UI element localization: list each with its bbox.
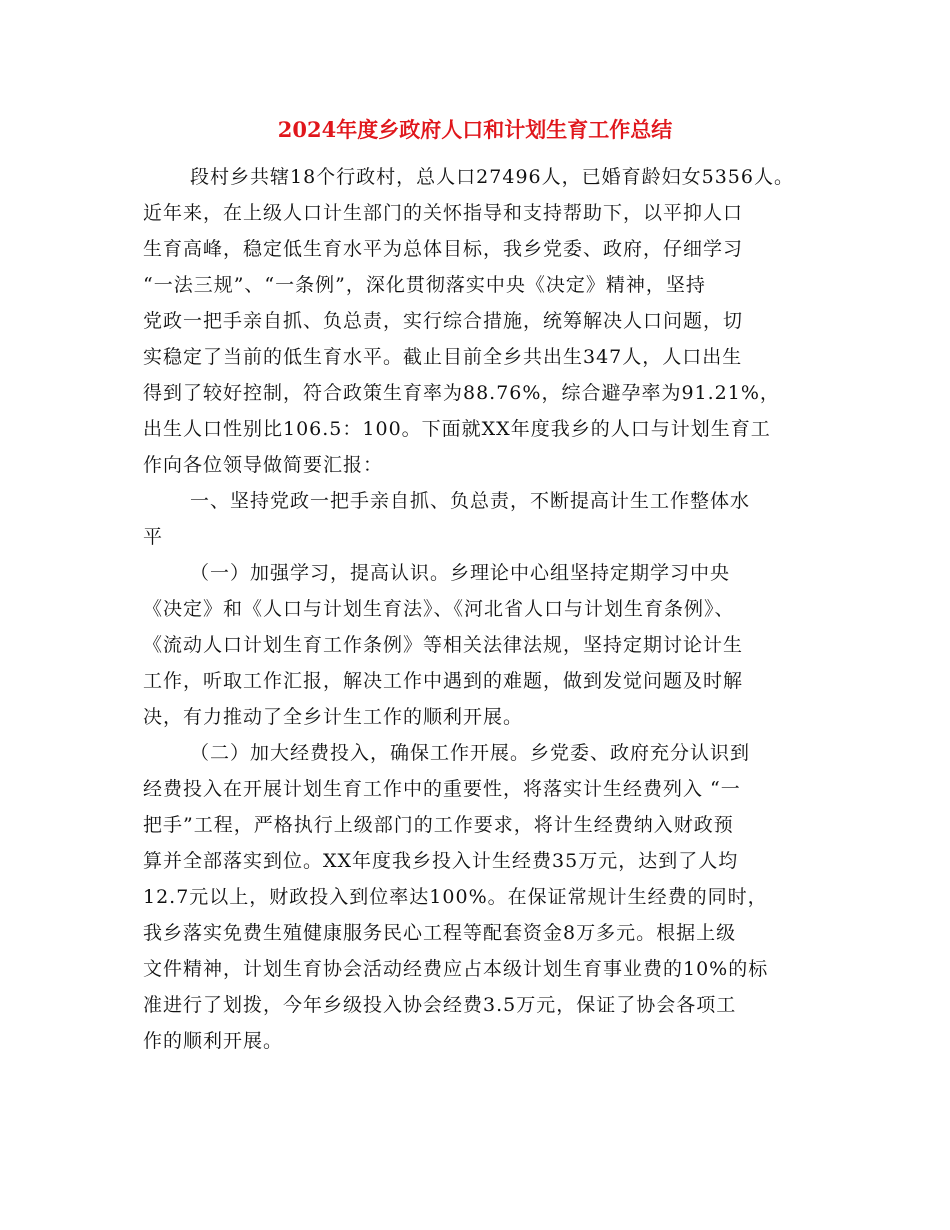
paragraph-line: 得到了较好控制，符合政策生育率为88.76%，综合避孕率为91.21%， [143,382,780,404]
document-title: 2024年度乡政府人口和计划生育工作总结 [277,117,673,142]
paragraph-line: 实稳定了当前的低生育水平。截止目前全乡共出生347人，人口出生 [143,346,743,368]
section-heading-line: 一、坚持党政一把手亲自抓、负总责，不断提高计生工作整体水 [190,490,751,512]
paragraph-line: 生育高峰，稳定低生育水平为总体目标，我乡党委、政府，仔细学习 [143,238,744,260]
paragraph-line: 作向各位领导做简要汇报： [143,454,384,476]
paragraph-line: 出生人口性别比106.5：100。下面就XX年度我乡的人口与计划生育工 [143,418,771,440]
paragraph-line: 《流动人口计划生育工作条例》等相关法律法规，坚持定期讨论计生 [143,634,744,656]
paragraph-line: 《决定》和《人口与计划生育法》、《河北省人口与计划生育条例》、 [143,598,735,620]
paragraph-line: 经费投入在开展计划生育工作中的重要性，将落实计生经费列入 “一 [143,778,741,800]
paragraph-line: 文件精神，计划生育协会活动经费应占本级计划生育事业费的10%的标 [143,958,769,980]
paragraph-line: 12.7元以上，财政投入到位率达100%。在保证常规计生经费的同时， [143,886,768,908]
paragraph-line: 决，有力推动了全乡计生工作的顺利开展。 [143,706,524,728]
section-heading-line: 平 [143,526,164,548]
paragraph-line: （一）加强学习，提高认识。乡理论中心组坚持定期学习中央 [190,562,731,584]
paragraph-line: 工作，听取工作汇报，解决工作中遇到的难题，做到发觉问题及时解 [143,670,744,692]
paragraph-line: （二）加大经费投入，确保工作开展。乡党委、政府充分认识到 [190,742,751,764]
paragraph-line: 段村乡共辖18个行政村，总人口27496人，已婚育龄妇女5356人。 [190,166,794,188]
paragraph-line: 党政一把手亲自抓、负总责，实行综合措施，统筹解决人口问题，切 [143,310,744,332]
paragraph-line: 准进行了划拨，今年乡级投入协会经费3.5万元，保证了协会各项工 [143,994,737,1016]
paragraph-line: 近年来，在上级人口计生部门的关怀指导和支持帮助下，以平抑人口 [143,202,744,224]
paragraph-line: 我乡落实免费生殖健康服务民心工程等配套资金8万多元。根据上级 [143,922,737,944]
paragraph-line: 作的顺利开展。 [143,1030,284,1052]
paragraph-line: 算并全部落实到位。XX年度我乡投入计生经费35万元，达到了人均 [143,850,739,872]
paragraph-line: “一法三规”、“一条例”，深化贯彻落实中央《决定》精神，坚持 [143,274,706,296]
paragraph-line: 把手”工程，严格执行上级部门的工作要求，将计生经费纳入财政预 [143,814,734,836]
